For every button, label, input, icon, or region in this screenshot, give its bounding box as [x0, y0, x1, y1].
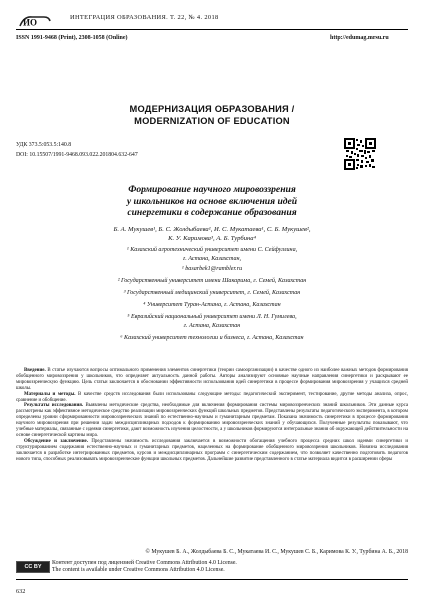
title-line: у школьников на основе включения идей: [126, 195, 298, 207]
issn: ISSN 1991-9468 (Print), 2308-1058 (Online): [16, 35, 128, 41]
udk-code: УДК 373.5:053.5:140.8: [16, 142, 72, 148]
license-en: The content is available under Creative Commons Attribution 4.0 License.: [52, 567, 225, 573]
affiliation: г. Астана, Казахстан,: [182, 256, 242, 262]
affiliation: г. Астана, Казахстан: [183, 323, 241, 329]
abstract-discussion: [16, 439, 408, 463]
license-text: [52, 560, 237, 574]
affiliation: ¹ Казахский агротехнический университет имени С. Сейфуллина,: [126, 247, 298, 253]
abstract-label: Введение.: [24, 368, 46, 373]
author-email[interactable]: ¹ basarbek1@rambler.ru: [181, 266, 243, 272]
section-title-en: MODERNIZATION OF EDUCATION: [134, 116, 290, 126]
abstract-label: Результаты исследования.: [24, 403, 84, 409]
abstract-label: Материалы и методы.: [24, 391, 76, 397]
authors-line: К. У. Каримова³, А. Б. Турбина⁴: [168, 234, 256, 242]
abstract-text: Представлены значимость исследования заключается в возможности обогащения учебного процесса средних школ идеями синергетики и структурированием содержания естественно-научных и гуманитарных предметов, нацеленных на формирование обобщенного мировоззрения школьников. Новизна исследования заключается в разработке интегрированных предметов, курсов и междисциплинарных программ с синергетическим содержанием, что позволяет качественно подготовить педагогов нового типа, способных реализовывать мировоззренческие функции школьных предметов. Дальнейшие развитие представленного в статье материала видится в расширении сферы: [16, 438, 408, 462]
journal-logo: [18, 14, 52, 28]
logo-text: ИО: [23, 17, 38, 28]
journal-site-link[interactable]: http://edumag.mrsu.ru: [330, 35, 389, 41]
doi[interactable]: DOI: 10.15507/1991-9468.093.022.201804.632-647: [16, 152, 138, 158]
title-line: синергетики в содержание образования: [127, 207, 297, 218]
title-line: Формирование научного мировоззрения: [128, 184, 296, 195]
affiliation: ⁶ Казахский университет технологии и бизнеса, г. Астана, Казахстан: [120, 335, 304, 341]
section-title-ru: МОДЕРНИЗАЦИЯ ОБРАЗОВАНИЯ /: [129, 104, 295, 114]
affiliation: ⁴ Университет Туран-Астана, г. Астана, Казахстан: [143, 302, 281, 308]
abstract-text: Выявлены методические средства, необходимые для включения формирования системы мировоззренческих знаний школьников. Эти данные курса рассмотрены как эффективное методическое средство реализации мировоззренческих функций школьных предметов. Представлены результаты педагогического эксперимента, в котором определены уровни сформированности мировоззренческих знаний по естественно-научным и гуманитарным предметам. Показана значимость синергетики в процессе формирования научного мировоззрения при решении задач междисциплинарных подходов к формированию мировоззренческих знаний у обучающихся. Полученные результаты показывают, что учебные материалы, связанные с идеями синергетики, дают возможность изучения целостности, а у школьников формируются интегральные знания об окружающей действительности на основе синергетической картины мира.: [16, 403, 408, 438]
journal-header-title: ИНТЕГРАЦИЯ ОБРАЗОВАНИЯ. Т. 22, № 4. 2018: [70, 14, 219, 21]
affiliation: ⁵ Евразийский национальный университет имени Л. Н. Гумилева,: [127, 314, 297, 320]
footer-rule: [16, 579, 408, 580]
cc-license-badge-icon: [16, 561, 50, 573]
header-rule: [16, 29, 408, 30]
page-number: 632: [16, 588, 26, 595]
cc-badge-text: CC BY: [24, 564, 42, 570]
abstract-intro: [16, 368, 408, 392]
abstract: [16, 368, 408, 463]
abstract-text: В качестве средств исследования были использованы следующие методы: педагогический эксперимент, тестирование, другие методы анализа, опрос, сравнение и обобщение.: [16, 391, 408, 403]
copyright: © Мукушев Б. А., Жолдыбаева Б. С., Мукатаева И. С., Мукушев С. Б., Каримова К. У., Турбина А. Б., 2018: [145, 549, 408, 555]
qr-code-icon: [344, 138, 376, 170]
abstract-results: [16, 403, 408, 438]
abstract-label: Обсуждение и заключение.: [24, 438, 88, 444]
article-title: [50, 184, 374, 219]
authors-line: Б. А. Мукушев¹, Б. С. Жолдыбаева¹, И. С. Мукатаева¹, С. Б. Мукушев²,: [113, 226, 311, 233]
abstract-methods: [16, 392, 408, 404]
authors: [40, 226, 384, 243]
abstract-text: В статье изучаются вопросы оптимального применения элементов синергетики (теории самоорганизации) в качестве одного из наиболее важных методов формирования обобщенного мировоззрения у школьников, что определяет актуальность данной работы. Авторы анализируют основные научные направления синергетики и раскрывают ее мировоззренческую функцию. Цель статьи заключается в обосновании эффективности использования идей синергетики в процессе формирования мировоззрения у учащихся средней школы.: [16, 368, 408, 391]
license-ru: Контент доступен под лицензией Creative Commons Attribution 4.0 License.: [52, 560, 237, 566]
affiliation: ² Государственный университет имени Шакарима, г. Семей, Казахстан: [117, 278, 307, 284]
affiliation: ³ Государственный медицинский университет, г. Семей, Казахстан: [123, 290, 301, 296]
